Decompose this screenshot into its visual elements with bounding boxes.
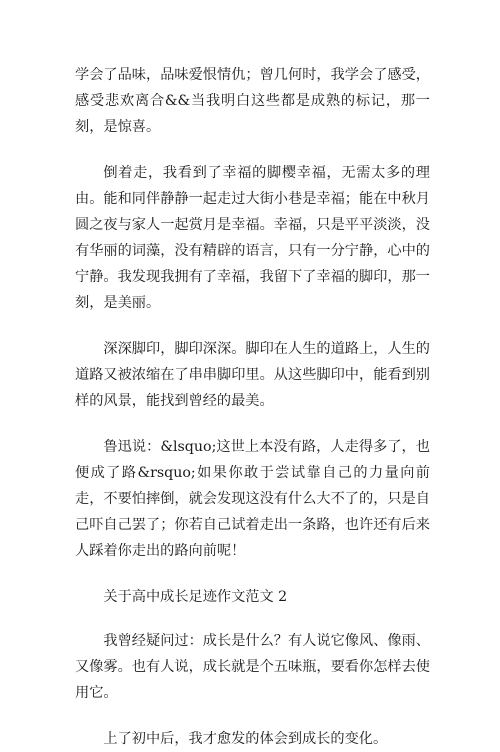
paragraph-junior-high: 上了初中后，我才愈发的体会到成长的变化。 [103, 731, 388, 747]
section-heading: 关于高中成长足迹作文范文 2 [103, 589, 288, 605]
paragraph-growth-taste: 学会了品味，品味爱恨情仇；曾几何时，我学会了感受，感受悲欢离合&&当我明白这些都是成熟的标记，那一刻，是惊喜。 [75, 67, 430, 135]
paragraph-what-is-growth: 我曾经疑问过：成长是什么？有人说它像风、像雨、又像雾。也有人说，成长就是个五味瓶，要看你怎样去使用它。 [75, 633, 430, 701]
paragraph-luxun-quote: 鲁迅说：&lsquo;这世上本没有路，人走得多了，也便成了路&rsquo;如果你敢于尝试靠自己的力量向前走，不要怕摔倒，就会发现这没有什么大不了的，只是自己吓自己罢了；你若自己试着走出一条路，也许还有后来人踩着你走出的路向前呢！ [75, 439, 430, 559]
paragraph-happiness: 倒着走，我看到了幸福的脚樱幸福，无需太多的理由。能和同伴静静一起走过大街小巷是幸福；能在中秋月圆之夜与家人一起赏月是幸福。幸福，只是平平淡淡，没有华丽的词藻，没有精辟的语言，只有一分宁静，心中的宁静。我发现我拥有了幸福，我留下了幸福的脚印，那一刻，是美丽。 [75, 165, 430, 311]
paragraph-footprints: 深深脚印，脚印深深。脚印在人生的道路上，人生的道路又被浓缩在了串串脚印里。从这些脚印中，能看到别样的风景，能找到曾经的最美。 [75, 341, 430, 409]
